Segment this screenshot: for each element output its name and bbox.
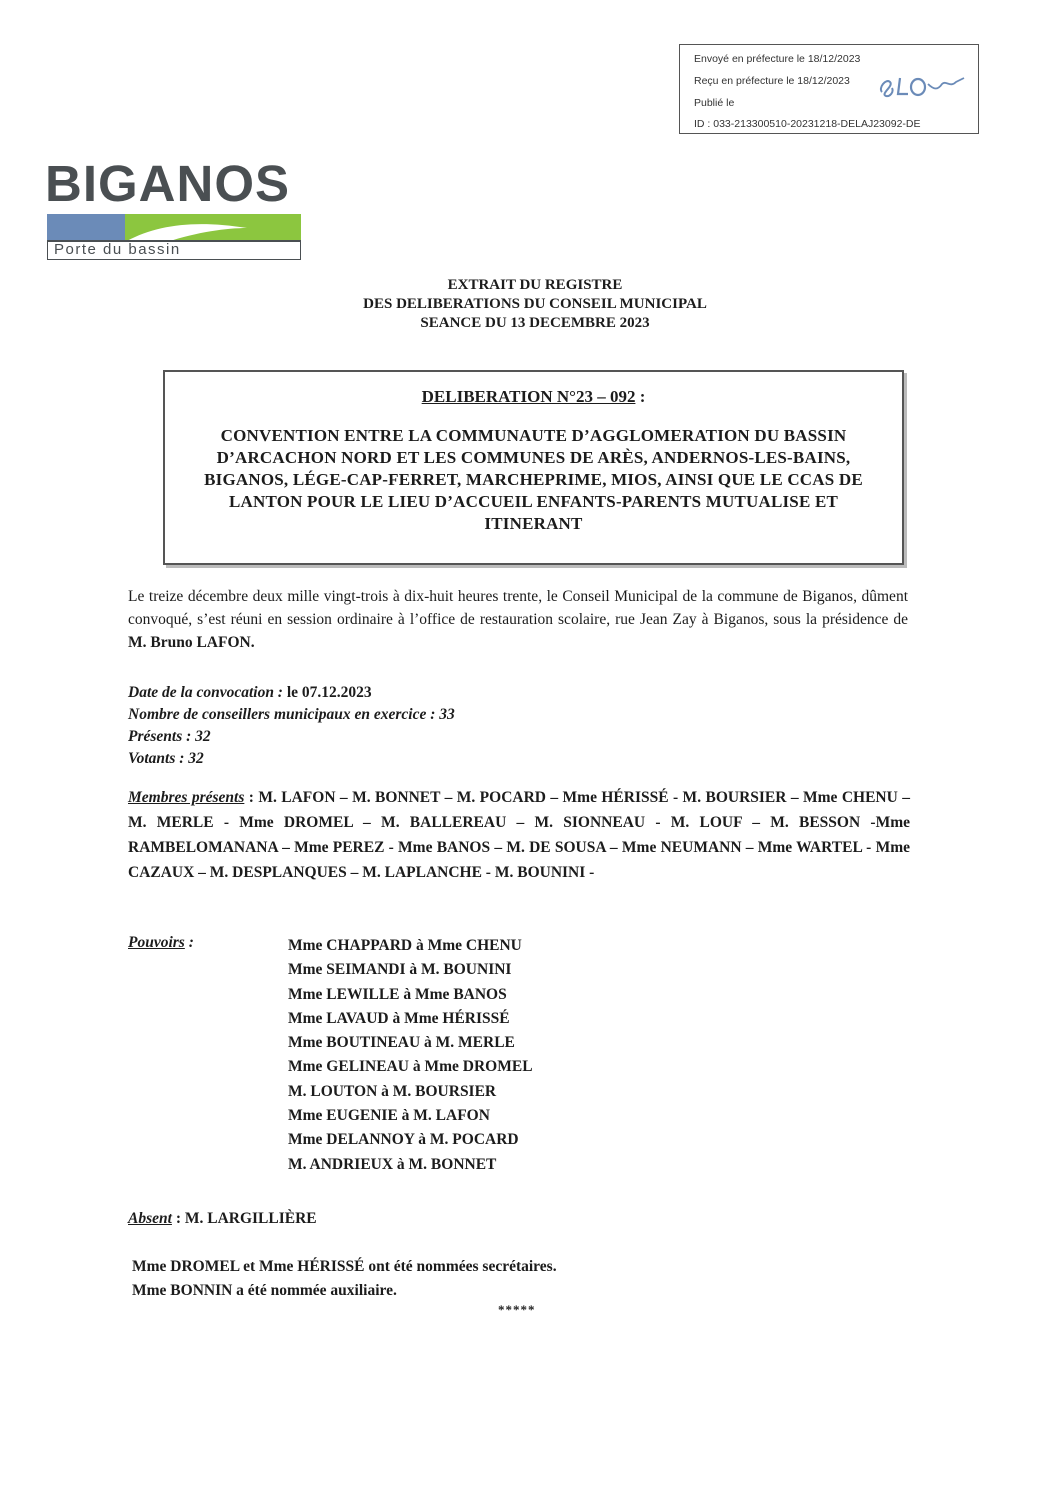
logo-wordmark: BIGANOS: [45, 155, 291, 212]
pouvoir-item: Mme CHAPPARD à Mme CHENU: [288, 937, 522, 954]
members-present-list: : M. LAFON – M. BONNET – M. POCARD – Mme HÉRISSÉ - M. BOURSIER – Mme CHENU – M. MERLE - Mme DROMEL – M. BALLEREAU – M. SIONNEAU - M. LOUF – M. BESSON -Mme RAMBELOMANANA – Mme PEREZ - Mme BANOS – M. DE SOUSA – Mme NEUMANN – Mme WARTEL - Mme CAZAUX – M. DESPLANQUES – M. LAPLANCHE - M. BOUNINI -: [128, 789, 910, 881]
pouvoir-item: Mme SEIMANDI à M. BOUNINI: [288, 961, 512, 979]
pouvoirs-label-suffix: :: [184, 934, 194, 951]
pouvoir-item: Mme EUGENIE à M. LAFON: [288, 1107, 490, 1125]
pouvoir-item: Mme LAVAUD à Mme HÉRISSÉ: [288, 1009, 510, 1027]
session-info: [128, 682, 828, 770]
pouvoir-item: M. LOUTON à M. BOURSIER: [288, 1082, 497, 1100]
logo-tagline: Porte du bassin: [47, 242, 301, 260]
auxiliary-line: Mme BONNIN a été nommée auxiliaire.: [132, 1282, 397, 1299]
header-line-1: EXTRAIT DU REGISTRE: [447, 277, 623, 293]
absent-value: : M. LARGILLIÈRE: [171, 1210, 317, 1227]
deliberation-number: DELIBERATION N°23 – 092: [421, 387, 636, 406]
secretaries-line: Mme DROMEL et Mme HÉRISSÉ ont été nommées secrétaires.: [132, 1258, 557, 1275]
biganos-logo: [45, 155, 305, 258]
president-name: M. Bruno LAFON.: [128, 634, 255, 651]
pouvoir-item: Mme GELINEAU à Mme DROMEL: [288, 1058, 533, 1076]
presents-count: Présents : 32: [128, 728, 211, 745]
votants-count: Votants : 32: [128, 750, 204, 767]
header-line-3: SEANCE DU 13 DECEMBRE 2023: [420, 315, 650, 331]
convocation-date-label: Date de la convocation :: [128, 684, 283, 701]
absent-label: Absent: [128, 1210, 172, 1227]
prefecture-stamp: [679, 44, 979, 134]
stamp-sent-date: Envoyé en préfecture le 18/12/2023: [694, 53, 861, 65]
signature-icon: [876, 70, 968, 100]
stamp-received-date: Reçu en préfecture le 18/12/2023: [694, 75, 850, 87]
secretaries-block: [132, 1255, 557, 1303]
absent-row: [128, 1210, 317, 1228]
deliberation-title: CONVENTION ENTRE LA COMMUNAUTE D’AGGLOMERATION DU BASSIN D’ARCACHON NORD ET LES COMMUNES DE ARÈS, ANDERNOS-LES-BAINS, BIGANOS, LÉGE-CAP-FERRET, MARCHEPRIME, MIOS, AINSI QUE LE CCAS DE LANTON POUR LE LIEU D’ACCUEIL ENFANTS-PARENTS MUTUALISE ET ITINERANT: [204, 426, 863, 533]
pouvoir-item: Mme BOUTINEAU à M. MERLE: [288, 1034, 515, 1052]
header-line-2: DES DELIBERATIONS DU CONSEIL MUNICIPAL: [363, 296, 707, 312]
stamp-published: Publié le: [694, 97, 735, 109]
logo-landscape-icon: [47, 214, 301, 242]
conseillers-count: Nombre de conseillers municipaux en exercice : 33: [128, 706, 455, 723]
pouvoir-item: Mme DELANNOY à M. POCARD: [288, 1131, 519, 1149]
intro-text: Le treize décembre deux mille vingt-trois à dix-huit heures trente, le Conseil Municipal de la commune de Biganos, dûment convoqué, s’est réuni en session ordinaire à l’office de restauration scolaire, rue Jean Zay à Biganos, sous la présidence de: [128, 588, 908, 628]
members-present-label: Membres présents: [128, 789, 245, 806]
section-separator: *****: [498, 1302, 536, 1317]
convocation-date-value: le 07.12.2023: [282, 684, 372, 701]
pouvoirs-label: Pouvoirs: [128, 934, 185, 951]
pouvoir-item: Mme LEWILLE à Mme BANOS: [288, 985, 507, 1003]
deliberation-box: [163, 370, 904, 565]
deliberation-number-suffix: :: [635, 387, 646, 406]
stamp-id: ID : 033-213300510-20231218-DELAJ23092-DE: [694, 118, 921, 130]
convocation-date-row: [128, 682, 828, 704]
document-header: [200, 276, 870, 333]
deliberation-number-row: [165, 372, 902, 407]
intro-paragraph: [128, 585, 908, 654]
pouvoirs-label-row: [128, 934, 194, 952]
pouvoirs-list: [288, 934, 788, 1177]
members-present: [128, 785, 910, 885]
pouvoir-item: M. ANDRIEUX à M. BONNET: [288, 1155, 497, 1173]
